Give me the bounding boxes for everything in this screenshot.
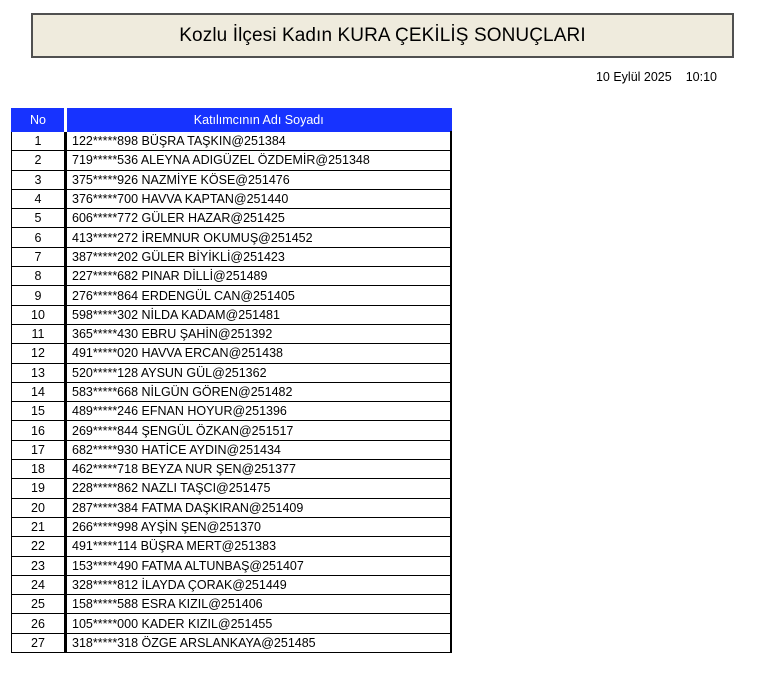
table-row [12, 170, 452, 189]
table-row [12, 209, 452, 228]
row-number: 1 [12, 132, 66, 151]
results-table [11, 108, 452, 653]
row-number: 11 [12, 324, 66, 343]
row-number: 23 [12, 556, 66, 575]
table-row [12, 382, 452, 401]
participant-name: 491*****020 HAVVA ERCAN@251438 [66, 344, 452, 363]
participant-name: 328*****812 İLAYDA ÇORAK@251449 [66, 575, 452, 594]
column-header-name: Katılımcının Adı Soyadı [66, 109, 452, 132]
participant-name: 520*****128 AYSUN GÜL@251362 [66, 363, 452, 382]
participant-name: 276*****864 ERDENGÜL CAN@251405 [66, 286, 452, 305]
table-row [12, 614, 452, 633]
participant-name: 462*****718 BEYZA NUR ŞEN@251377 [66, 460, 452, 479]
row-number: 6 [12, 228, 66, 247]
row-number: 3 [12, 170, 66, 189]
participant-name: 287*****384 FATMA DAŞKIRAN@251409 [66, 498, 452, 517]
participant-name: 376*****700 HAVVA KAPTAN@251440 [66, 189, 452, 208]
row-number: 17 [12, 440, 66, 459]
row-number: 24 [12, 575, 66, 594]
row-number: 12 [12, 344, 66, 363]
row-number: 9 [12, 286, 66, 305]
participant-name: 153*****490 FATMA ALTUNBAŞ@251407 [66, 556, 452, 575]
table-row [12, 460, 452, 479]
table-row [12, 305, 452, 324]
row-number: 18 [12, 460, 66, 479]
table-row [12, 402, 452, 421]
participant-name: 105*****000 KADER KIZIL@251455 [66, 614, 452, 633]
table-row [12, 479, 452, 498]
row-number: 13 [12, 363, 66, 382]
participant-name: 491*****114 BÜŞRA MERT@251383 [66, 537, 452, 556]
row-number: 10 [12, 305, 66, 324]
row-number: 27 [12, 633, 66, 652]
table-row [12, 247, 452, 266]
page-title: Kozlu İlçesi Kadın KURA ÇEKİLİŞ SONUÇLARI [179, 24, 586, 46]
row-number: 7 [12, 247, 66, 266]
table-row [12, 575, 452, 594]
table-row [12, 132, 452, 151]
table-row [12, 556, 452, 575]
participant-name: 489*****246 EFNAN HOYUR@251396 [66, 402, 452, 421]
table-row [12, 228, 452, 247]
participant-name: 375*****926 NAZMİYE KÖSE@251476 [66, 170, 452, 189]
row-number: 22 [12, 537, 66, 556]
report-date: 10 Eylül 2025 [595, 70, 672, 84]
row-number: 21 [12, 517, 66, 536]
title-box [31, 13, 734, 58]
table-row [12, 324, 452, 343]
row-number: 14 [12, 382, 66, 401]
participant-name: 606*****772 GÜLER HAZAR@251425 [66, 209, 452, 228]
table-row [12, 498, 452, 517]
participant-name: 719*****536 ALEYNA ADIGÜZEL ÖZDEMİR@251348 [66, 151, 452, 170]
participant-name: 266*****998 AYŞİN ŞEN@251370 [66, 517, 452, 536]
table-row [12, 267, 452, 286]
participant-name: 269*****844 ŞENGÜL ÖZKAN@251517 [66, 421, 452, 440]
table-body [12, 132, 452, 653]
row-number: 26 [12, 614, 66, 633]
table-row [12, 633, 452, 652]
table-row [12, 440, 452, 459]
table-row [12, 363, 452, 382]
date-time [596, 70, 717, 84]
table-row [12, 537, 452, 556]
row-number: 2 [12, 151, 66, 170]
row-number: 20 [12, 498, 66, 517]
table-row [12, 189, 452, 208]
table-row [12, 344, 452, 363]
participant-name: 318*****318 ÖZGE ARSLANKAYA@251485 [66, 633, 452, 652]
participant-name: 228*****862 NAZLI TAŞCI@251475 [66, 479, 452, 498]
participant-name: 413*****272 İREMNUR OKUMUŞ@251452 [66, 228, 452, 247]
table-row [12, 421, 452, 440]
row-number: 16 [12, 421, 66, 440]
row-number: 8 [12, 267, 66, 286]
participant-name: 583*****668 NİLGÜN GÖREN@251482 [66, 382, 452, 401]
row-number: 5 [12, 209, 66, 228]
row-number: 25 [12, 595, 66, 614]
participant-name: 387*****202 GÜLER BİYİKLİ@251423 [66, 247, 452, 266]
table-row [12, 517, 452, 536]
participant-name: 365*****430 EBRU ŞAHİN@251392 [66, 324, 452, 343]
participant-name: 158*****588 ESRA KIZIL@251406 [66, 595, 452, 614]
row-number: 4 [12, 189, 66, 208]
row-number: 15 [12, 402, 66, 421]
table-header-row [12, 109, 452, 132]
report-time: 10:10 [685, 70, 717, 84]
participant-name: 598*****302 NİLDA KADAM@251481 [66, 305, 452, 324]
column-header-no: No [12, 109, 66, 132]
table-row [12, 595, 452, 614]
row-number: 19 [12, 479, 66, 498]
participant-name: 227*****682 PINAR DİLLİ@251489 [66, 267, 452, 286]
table-row [12, 286, 452, 305]
participant-name: 682*****930 HATİCE AYDIN@251434 [66, 440, 452, 459]
table-row [12, 151, 452, 170]
participant-name: 122*****898 BÜŞRA TAŞKIN@251384 [66, 132, 452, 151]
